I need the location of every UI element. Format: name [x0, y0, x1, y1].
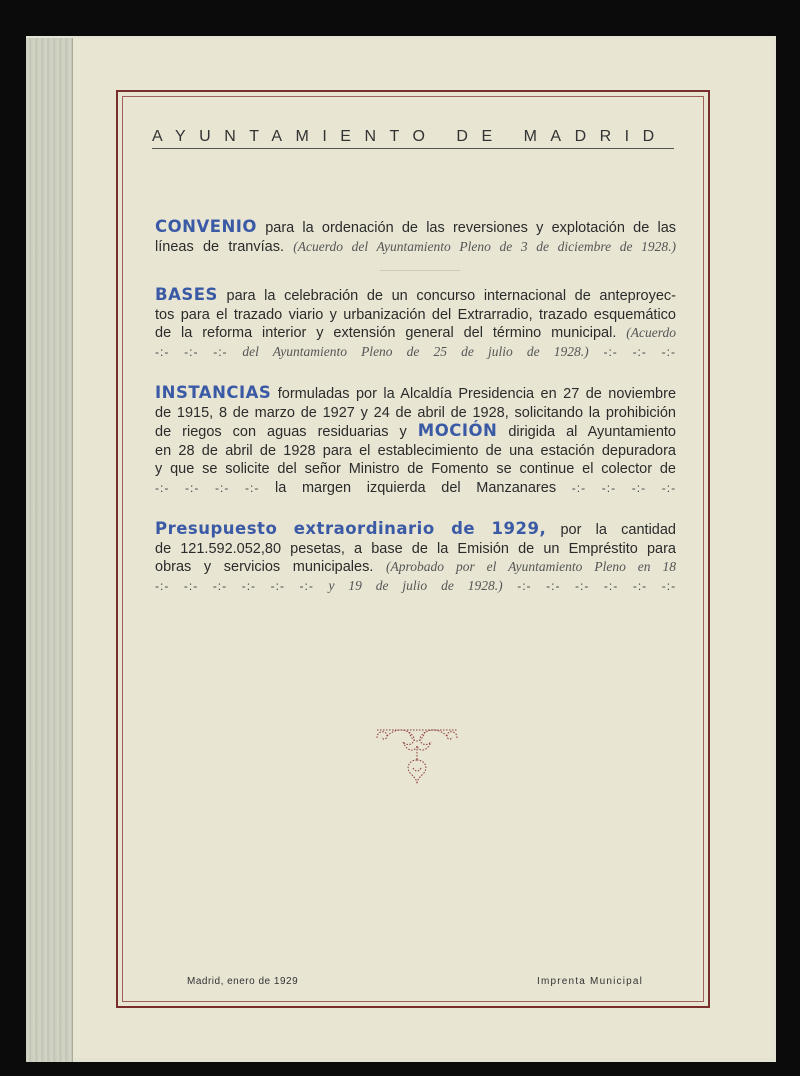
page-header: AYUNTAMIENTO DE MADRID	[152, 128, 668, 145]
separator: -:-	[270, 578, 285, 593]
lead-word: Presupuesto extraordinario de 1929,	[155, 519, 547, 538]
separator: -:-	[299, 578, 314, 593]
separator: -:-	[661, 480, 677, 495]
paragraph-convenio	[155, 218, 676, 256]
italic-note: (Aprobado por el Ayuntamiento Pleno en 18	[386, 559, 676, 574]
italic-note: y 19 de julio de 1928.)	[328, 577, 503, 593]
separator: -:-	[632, 578, 648, 593]
separator: -:-	[213, 344, 228, 359]
separator: -:-	[183, 578, 199, 593]
separator: -:-	[632, 344, 647, 359]
paragraph-text: líneas de tranvías.	[155, 238, 284, 255]
paragraph-line	[155, 286, 676, 306]
separator: -:-	[212, 578, 228, 593]
book-spine	[26, 38, 73, 1062]
paragraph-line	[155, 442, 676, 461]
separator: -:-	[661, 578, 677, 593]
separator: -:-	[241, 578, 257, 593]
italic-note: (Acuerdo	[626, 325, 676, 340]
footer-printer: Imprenta Municipal	[537, 976, 644, 987]
paragraph-text: de riegos con aguas residuarias y	[155, 424, 407, 440]
paragraph-line	[155, 460, 676, 479]
lead-word: CONVENIO	[155, 217, 257, 236]
separator: -:-	[661, 344, 676, 359]
paragraph-text: para la ordenación de las reversiones y explotación de las	[265, 220, 677, 236]
separator: -:-	[184, 344, 199, 359]
paragraph-line	[155, 540, 676, 559]
paragraph-line	[155, 520, 676, 540]
paragraph-text: de 1915, 8 de marzo de 1927 y 24 de abril de 1928, solicitando la prohibición	[155, 404, 676, 421]
divider	[380, 270, 460, 271]
paragraph-text: dirigida al Ayuntamiento	[508, 424, 676, 440]
paragraph-text: obras y servicios municipales.	[155, 559, 374, 575]
paragraph-text: de la reforma interior y extensión general del término municipal.	[155, 325, 617, 341]
paragraph-line	[155, 577, 676, 596]
paragraph-text: formuladas por la Alcaldía Presidencia en 27 de noviembre	[277, 386, 677, 402]
paragraph-line	[155, 479, 676, 498]
paragraph-text: por la cantidad	[560, 522, 677, 538]
paragraph-text: y que se solicite del señor Ministro de Fomento se continue el colector de	[155, 461, 676, 477]
separator: -:-	[155, 578, 170, 593]
lead-word: BASES	[155, 285, 218, 304]
paragraph-line	[155, 558, 676, 577]
paragraph-presupuesto	[155, 520, 676, 595]
paragraph-line	[155, 422, 676, 442]
separator: -:-	[575, 578, 590, 593]
paragraph-line	[155, 218, 676, 238]
paragraph-line	[155, 384, 676, 404]
paragraph-text: de 121.592.052,80 pesetas, a base de la Emisión de un Empréstito para	[155, 540, 676, 557]
paragraph-instancias	[155, 384, 676, 497]
lead-word-mocion: MOCIÓN	[417, 421, 498, 440]
separator: -:-	[603, 344, 618, 359]
separator: -:-	[185, 480, 200, 495]
separator: -:-	[603, 578, 619, 593]
italic-note: (Acuerdo del Ayuntamiento Pleno de 3 de diciembre de 1928.)	[293, 238, 676, 254]
separator: -:-	[546, 578, 561, 593]
italic-note: del Ayuntamiento Pleno de 25 de julio de 1928.)	[242, 343, 589, 359]
separator: -:-	[631, 480, 647, 495]
separator: -:-	[155, 344, 170, 359]
paragraph-text: la margen izquierda del Manzanares	[275, 479, 557, 496]
paragraph-text: en 28 de abril de 1928 para el establecimiento de una estación depuradora	[155, 442, 676, 459]
lead-word: INSTANCIAS	[155, 383, 272, 402]
separator: -:-	[155, 480, 170, 495]
paragraph-line	[155, 404, 676, 423]
ornament-icon	[373, 724, 461, 790]
separator: -:-	[601, 480, 617, 495]
header-rule	[152, 148, 674, 149]
paragraph-line	[155, 343, 676, 362]
paragraph-line	[155, 306, 676, 325]
paragraph-bases	[155, 286, 676, 361]
paragraph-text: para la celebración de un concurso internacional de anteproyec-	[226, 288, 676, 304]
separator: -:-	[517, 578, 532, 593]
separator: -:-	[215, 480, 230, 495]
paragraph-line	[155, 238, 676, 257]
separator: -:-	[571, 480, 587, 495]
paragraph-text: tos para el trazado viario y urbanización del Extrarradio, trazado esquemático	[155, 306, 676, 323]
footer-place-date: Madrid, enero de 1929	[187, 976, 299, 987]
separator: -:-	[245, 480, 260, 495]
paragraph-line	[155, 324, 676, 343]
